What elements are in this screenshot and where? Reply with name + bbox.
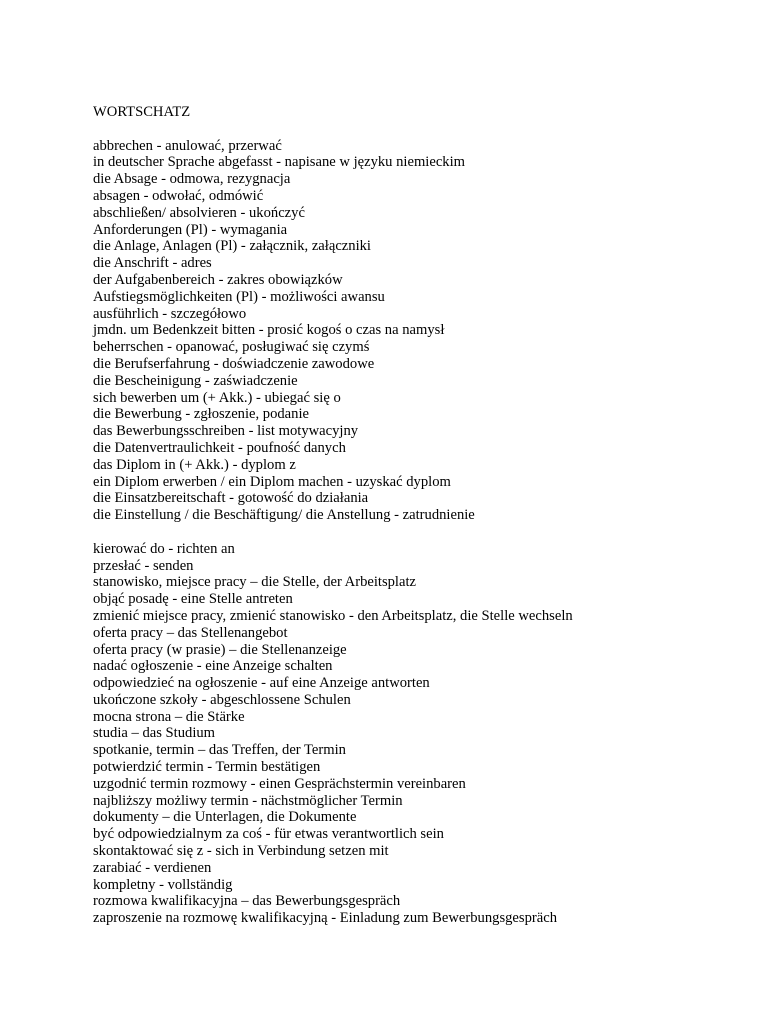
section-spacer xyxy=(93,524,753,541)
vocab-entry: oferta pracy (w prasie) – die Stellenanzeige xyxy=(93,641,347,658)
vocab-entry: die Absage - odmowa, rezygnacja xyxy=(93,171,291,188)
vocab-entry: kierować do - richten an xyxy=(93,540,235,557)
vocab-entry: kompletny - vollständig xyxy=(93,876,233,893)
vocab-entry: das Bewerbungsschreiben - list motywacyjny xyxy=(93,423,359,440)
vocab-entry: potwierdzić termin - Termin bestätigen xyxy=(93,759,321,776)
document-title: WORTSCHATZ xyxy=(93,104,191,120)
vocab-entry: abbrechen - anulować, przerwać xyxy=(93,137,282,154)
vocab-entry: die Einsatzbereitschaft - gotowość do działania xyxy=(93,490,369,507)
vocab-entry: nadać ogłoszenie - eine Anzeige schalten xyxy=(93,658,333,675)
vocab-entry: spotkanie, termin – das Treffen, der Termin xyxy=(93,742,346,759)
vocab-entry: die Datenvertraulichkeit - poufność danych xyxy=(93,439,346,456)
vocabulary-list xyxy=(93,104,753,927)
vocab-entry: studia – das Studium xyxy=(93,725,216,742)
vocab-entry: ausführlich - szczegółowo xyxy=(93,305,247,322)
vocabulary-section-german-polish xyxy=(93,138,753,524)
vocab-entry: der Aufgabenbereich - zakres obowiązków xyxy=(93,271,343,288)
vocab-entry: najbliższy możliwy termin - nächstmöglicher Termin xyxy=(93,792,403,809)
vocab-entry: rozmowa kwalifikacyjna – das Bewerbungsgespräch xyxy=(93,893,401,910)
vocab-entry: beherrschen - opanować, posługiwać się czymś xyxy=(93,339,370,356)
vocab-entry: zarabiać - verdienen xyxy=(93,859,212,876)
vocab-entry: zmienić miejsce pracy, zmienić stanowisko - den Arbeitsplatz, die Stelle wechseln xyxy=(93,607,573,624)
vocab-entry: Aufstiegsmöglichkeiten (Pl) - możliwości awansu xyxy=(93,288,385,305)
vocab-entry: Anforderungen (Pl) - wymagania xyxy=(93,221,288,238)
vocab-entry: abschließen/ absolvieren - ukończyć xyxy=(93,204,305,221)
vocab-entry: zaproszenie na rozmowę kwalifikacyjną - Einladung zum Bewerbungsgespräch xyxy=(93,910,557,927)
vocab-entry: uzgodnić termin rozmowy - einen Gesprächstermin vereinbaren xyxy=(93,775,466,792)
vocab-entry: sich bewerben um (+ Akk.) - ubiegać się o xyxy=(93,389,341,406)
vocab-entry: odpowiedzieć na ogłoszenie - auf eine Anzeige antworten xyxy=(93,675,430,692)
vocab-entry: być odpowiedzialnym za coś - für etwas verantwortlich sein xyxy=(93,826,444,843)
vocab-entry: stanowisko, miejsce pracy – die Stelle, der Arbeitsplatz xyxy=(93,574,417,591)
vocab-entry: dokumenty – die Unterlagen, die Dokumente xyxy=(93,809,357,826)
vocab-entry: das Diplom in (+ Akk.) - dyplom z xyxy=(93,456,296,473)
vocab-entry: absagen - odwołać, odmówić xyxy=(93,187,264,204)
vocab-entry: objąć posadę - eine Stelle antreten xyxy=(93,591,293,608)
vocab-entry: mocna strona – die Stärke xyxy=(93,708,245,725)
vocab-entry: die Bescheinigung - zaświadczenie xyxy=(93,372,298,389)
vocab-entry: in deutscher Sprache abgefasst - napisane w języku niemieckim xyxy=(93,154,466,171)
vocab-entry: jmdn. um Bedenkzeit bitten - prosić kogoś o czas na namysł xyxy=(93,322,445,339)
vocab-entry: die Anlage, Anlagen (Pl) - załącznik, załączniki xyxy=(93,238,371,255)
vocab-entry: die Anschrift - adres xyxy=(93,255,212,272)
vocab-entry: die Berufserfahrung - doświadczenie zawodowe xyxy=(93,355,375,372)
vocab-entry: przesłać - senden xyxy=(93,557,194,574)
vocab-entry: ukończone szkoły - abgeschlossene Schulen xyxy=(93,691,351,708)
vocabulary-section-polish-german xyxy=(93,541,753,927)
vocab-entry: ein Diplom erwerben / ein Diplom machen - uzyskać dyplom xyxy=(93,473,451,490)
vocab-entry: oferta pracy – das Stellenangebot xyxy=(93,624,288,641)
vocab-entry: die Einstellung / die Beschäftigung/ die Anstellung - zatrudnienie xyxy=(93,507,475,524)
vocab-entry: die Bewerbung - zgłoszenie, podanie xyxy=(93,406,309,423)
vocab-entry: skontaktować się z - sich in Verbindung setzen mit xyxy=(93,843,389,860)
